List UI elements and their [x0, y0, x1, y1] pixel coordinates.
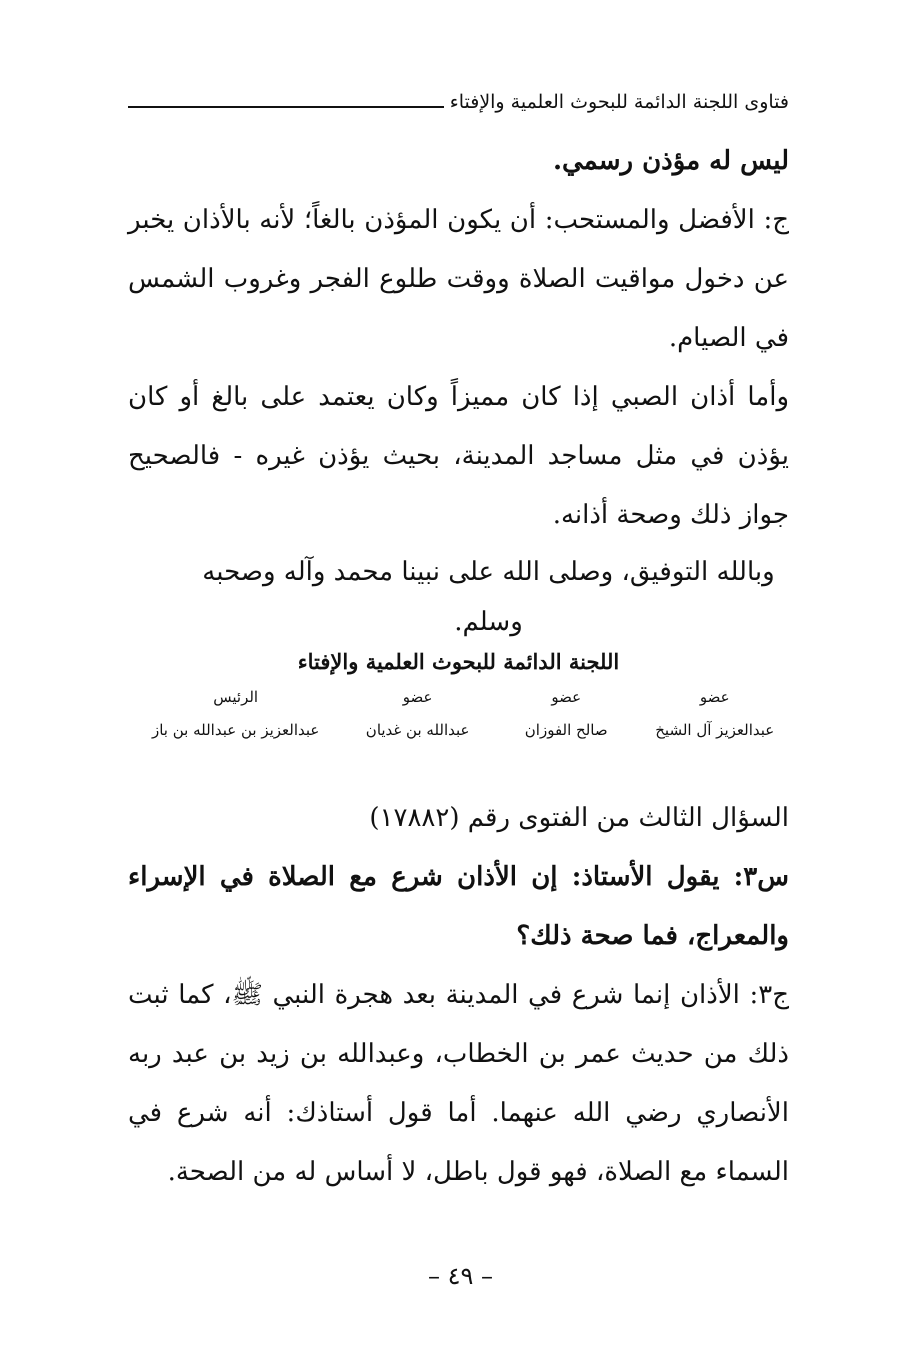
- signatory-name: صالح الفوزان: [524, 721, 608, 739]
- page-body: [128, 132, 789, 1202]
- paragraph-answer-child: وأما أذان الصبي إذا كان مميزاً وكان يعتمد على بالغ أو كان يؤذن في مثل مساجد المدينة، بحيث يؤذن غيره - فالصحيح جواز ذلك وصحة أذانه.: [128, 382, 789, 530]
- signatory-role: عضو: [699, 688, 730, 706]
- paragraph-official-muezzin: ليس له مؤذن رسمي.: [552, 146, 789, 176]
- signatory-role: عضو: [402, 688, 433, 706]
- question-reference: السؤال الثالث من الفتوى رقم (١٧٨٨٢): [369, 803, 789, 833]
- signatory-name: عبدالعزيز بن عبدالله بن باز: [151, 721, 320, 739]
- signatory-role: الرئيس: [213, 688, 259, 706]
- signatories: [128, 685, 789, 751]
- header-title: فتاوى اللجنة الدائمة للبحوث العلمية والإفتاء: [449, 91, 789, 113]
- signatory-role: عضو: [551, 688, 582, 706]
- signatory-name: عبدالله بن غديان: [365, 721, 470, 739]
- page-number: – ٤٩ –: [427, 1262, 494, 1290]
- running-header: [128, 84, 789, 120]
- paragraph-answer-adult: ج: الأفضل والمستحب: أن يكون المؤذن بالغاً؛ لأنه بالأذان يخبر عن دخول مواقيت الصلاة ووقت طلوع الفجر وغروب الشمس في الصيام.: [128, 205, 789, 353]
- closing-line: وبالله التوفيق، وصلى الله على نبينا محمد وآله وصحبه وسلم.: [202, 557, 775, 637]
- question-text: س٣: يقول الأستاذ: إن الأذان شرع مع الصلاة في الإسراء والمعراج، فما صحة ذلك؟: [128, 862, 789, 951]
- header-rule: [128, 106, 444, 108]
- committee-title: اللجنة الدائمة للبحوث العلمية والإفتاء: [297, 649, 620, 674]
- answer-text: ج٣: الأذان إنما شرع في المدينة بعد هجرة النبي ﷺ، كما ثبت ذلك من حديث عمر بن الخطاب، وعبدالله بن زيد بن عبد ربه الأنصاري رضي الله عنهما. أما قول أستاذك: أنه شرع في السماء مع الصلاة، فهو قول باطل، لا أساس له من الصحة.: [128, 980, 789, 1187]
- signatory-name: عبدالعزيز آل الشيخ: [655, 721, 775, 739]
